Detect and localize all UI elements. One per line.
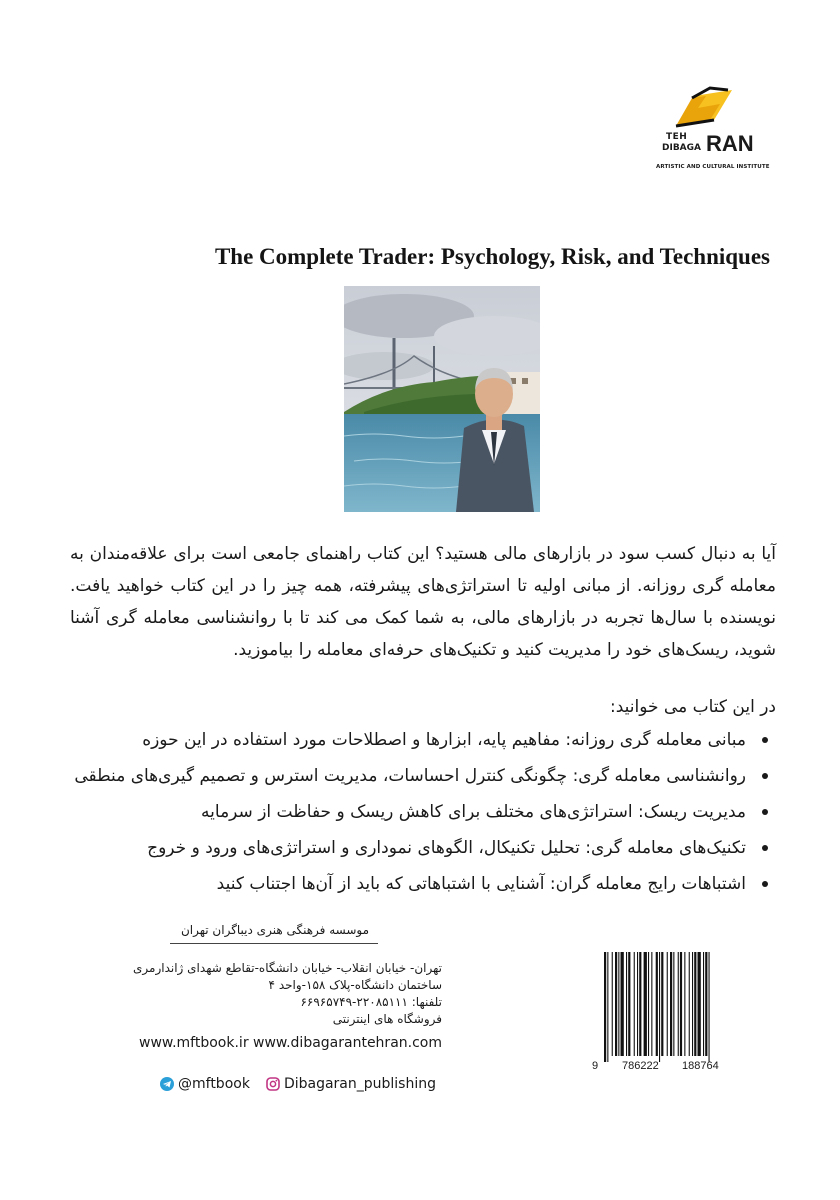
barcode-bar — [680, 952, 682, 1056]
barcode-bar — [678, 952, 679, 1056]
contents-list — [70, 722, 776, 902]
isbn-right-group: 188764 — [682, 1060, 719, 1072]
barcode-bar — [621, 952, 624, 1056]
barcode-bar — [607, 952, 608, 1062]
logo-diba: DIBAGA — [662, 143, 701, 153]
barcode-bar — [615, 952, 617, 1056]
barcode-bar — [705, 952, 707, 1056]
publisher-address — [120, 960, 442, 1028]
barcode-bar — [661, 952, 663, 1056]
barcode-bar — [689, 952, 690, 1056]
barcode-bar — [604, 952, 606, 1062]
list-item: تکنیک‌های معامله گری: تحلیل تکنیکال، الگوهای نموداری و استراتژی‌های ورود و خروج — [70, 830, 776, 866]
barcode-bar — [656, 952, 658, 1056]
instagram-handle[interactable]: Dibagaran_publishing — [283, 1076, 436, 1092]
website-links[interactable]: www.mftbook.ir www.dibagarantehran.com — [139, 1035, 442, 1051]
barcode-bar — [637, 952, 638, 1056]
bullet-icon — [762, 773, 768, 779]
telegram-handle[interactable]: @mftbook — [178, 1076, 250, 1092]
barcode-bar — [651, 952, 652, 1056]
social-links — [160, 1074, 436, 1094]
barcode-bar — [639, 952, 641, 1056]
barcode-bar — [698, 952, 701, 1056]
address-line: تهران- خیابان انقلاب- خیابان دانشگاه-تقاطع شهدای ژاندارمری — [133, 961, 442, 975]
bullet-icon — [762, 881, 768, 887]
book-description — [70, 538, 776, 666]
barcode-bar — [670, 952, 672, 1056]
book-title: The Complete Trader: Psychology, Risk, and Techniques — [214, 244, 770, 269]
barcode-bar — [626, 952, 627, 1056]
contents-lead: در این کتاب می خوانید: — [610, 697, 776, 717]
isbn-left-group: 786222 — [622, 1060, 659, 1072]
address-line: ساختمان دانشگاه-پلاک ۱۵۸-واحد ۴ — [268, 978, 442, 992]
barcode-bar — [618, 952, 619, 1056]
isbn-barcode — [592, 952, 744, 1074]
barcode-bar — [667, 952, 668, 1056]
publisher-name: موسسه فرهنگی هنری دیباگران تهران — [180, 923, 370, 937]
barcode-bar — [634, 952, 635, 1056]
logo-subtitle: ARTISTIC AND CULTURAL INSTITUTE — [656, 164, 770, 170]
telegram-icon — [160, 1077, 174, 1091]
barcode-bar — [692, 952, 693, 1056]
publisher-logo — [652, 82, 770, 178]
author-photo — [344, 286, 540, 512]
instagram-icon — [266, 1077, 280, 1091]
list-item: مدیریت ریسک: استراتژی‌های مختلف برای کاهش ریسک و حفاظت از سرمایه — [70, 794, 776, 830]
publisher-divider — [170, 943, 378, 944]
bullet-icon — [762, 737, 768, 743]
barcode-bar — [703, 952, 704, 1056]
online-stores-line: فروشگاه های اینترنتی — [332, 1012, 442, 1026]
bullet-icon — [762, 809, 768, 815]
logo-teh: TEH — [666, 132, 688, 142]
list-item: روانشناسی معامله گری: چگونگی کنترل احساسات، مدیریت استرس و تصمیم گیری‌های منطقی — [70, 758, 776, 794]
list-item: مبانی معامله گری روزانه: مفاهیم پایه، ابزارها و اصطلاحات مورد استفاده در این حوزه — [70, 722, 776, 758]
barcode-bar — [684, 952, 685, 1056]
folder-logo-icon — [670, 82, 736, 130]
barcode-bar — [628, 952, 630, 1056]
bullet-icon — [762, 845, 768, 851]
list-item: اشتباهات رایج معامله گران: آشنایی با اشتباهاتی که باید از آن‌ها اجتناب کنید — [70, 866, 776, 902]
barcode-bar — [673, 952, 674, 1056]
barcode-bar — [694, 952, 696, 1056]
barcode-bar — [709, 952, 710, 1062]
barcode-bar — [648, 952, 649, 1056]
logo-wordmark — [656, 131, 754, 162]
phone-line: تلفنها: ۲۲۰۸۵۱۱۱-۶۶۹۶۵۷۴۹ — [300, 995, 442, 1009]
logo-ran: RAN — [706, 131, 754, 156]
barcode-bar — [644, 952, 647, 1056]
barcode-bar — [612, 952, 613, 1056]
barcode-bar — [659, 952, 660, 1062]
isbn-first-digit: 9 — [592, 1060, 599, 1072]
description-paragraph: آیا به دنبال کسب سود در بازارهای مالی هستید؟ این کتاب راهنمای جامعی است برای علاقه‌مندان به معامله گری روزانه. از مبانی اولیه تا استراتژی‌های پیشرفته، همه چیز را در این کتاب خواهید یافت. نویسنده با سال‌ها تجربه در بازارهای مالی، به شما کمک می کند تا با روانشناسی معامله گری آشنا شوید، ریسک‌های خود را مدیریت کنید و تکنیک‌های حرفه‌ای معامله را بیاموزید. — [70, 544, 776, 660]
